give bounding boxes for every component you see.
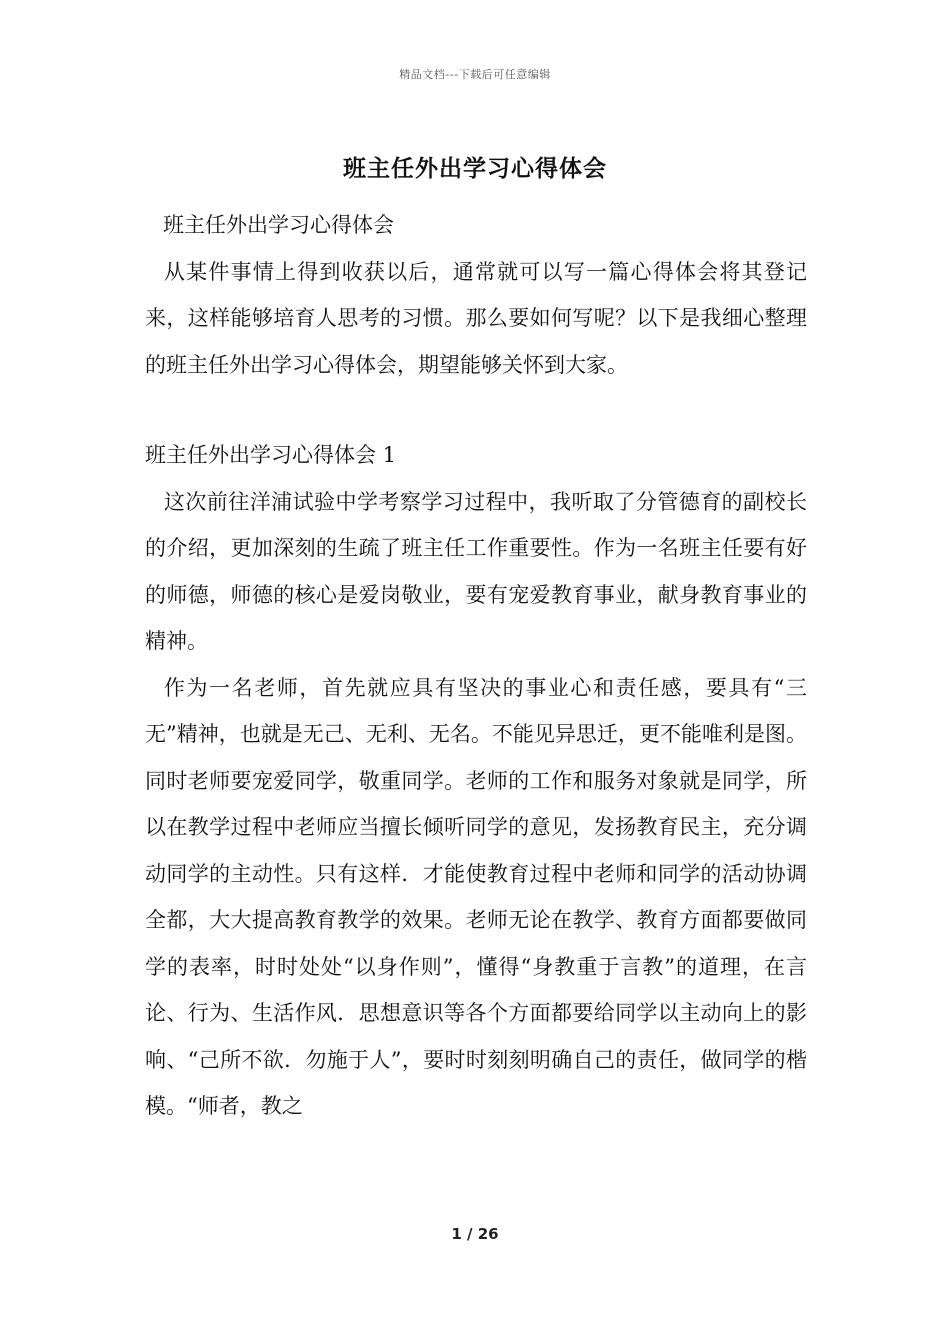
intro-paragraph: 从某件事情上得到收获以后，通常就可以写一篇心得体会将其登记来，这样能够培育人思考的习惯。那么要如何写呢？以下是我细心整理的班主任外出学习心得体会，期望能够关怀到大家。 (145, 259, 807, 377)
paragraph-spacer (145, 388, 807, 432)
document-title: 班主任外出学习心得体会 (343, 155, 607, 182)
header-note: 精品文档---下载后可任意编辑 (399, 68, 551, 81)
document-subtitle: 班主任外出学习心得体会 (163, 213, 394, 237)
body-paragraph: 这次前往洋浦试验中学考察学习过程中，我听取了分管德育的副校长的介绍，更加深刻的生疏了班主任工作重要性。作为一名班主任要有好的师德，师德的核心是爱岗敬业，要有宠爱教育事业，献身教育事业的精神。 (145, 489, 807, 653)
body-paragraph: 作为一名老师，首先就应具有坚决的事业心和责任感，要具有“三无”精神，也就是无己、无利、无名。不能见异思迁，更不能唯利是图。同时老师要宠爱同学，敬重同学。老师的工作和服务对象就是同学，所以在教学过程中老师应当擅长倾听同学的意见，发扬教育民主，充分调动同学的主动性。只有这样．才能使教育过程中老师和同学的活动协调全都，大大提高教育教学的效果。老师无论在教学、教育方面都要做同学的表率，时时处处“以身作则”，懂得“身教重于言教”的道理，在言论、行为、生活作风．思想意识等各个方面都要给同学以主动向上的影响、“己所不欲．勿施于人”，要时时刻刻明确自己的责任，做同学的楷模。“师者，教之 (145, 675, 807, 1118)
document-body (145, 202, 807, 1130)
page-number: 1 / 26 (451, 1225, 499, 1243)
section-heading: 班主任外出学习心得体会 1 (145, 443, 397, 467)
